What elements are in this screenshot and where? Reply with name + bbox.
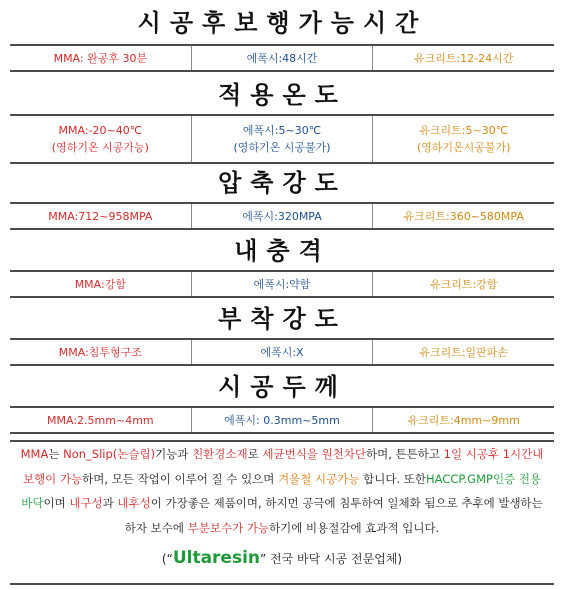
description-segment: 과	[102, 496, 118, 510]
description-segment: 하며, 튼튼하고	[366, 447, 444, 461]
row-thickness	[10, 406, 554, 434]
description-line-2	[10, 467, 554, 492]
description-segment: 내후성	[117, 496, 151, 510]
description-segment: 기능과	[155, 447, 193, 461]
description-block	[10, 440, 554, 585]
description-segment: 이 가장좋은 제품이며, 하지먼 공극에 침투하여 일체화 됨으로 추후에 발생하는	[150, 496, 543, 510]
description-segment: 친환경소재	[192, 447, 248, 461]
cell-urethane: 유크리트:4mm~9mm	[372, 408, 554, 432]
cell-epoxy: 에폭시:약함	[191, 272, 373, 296]
description-segment: 내구성	[69, 496, 103, 510]
cell-epoxy: 에폭시: 0.3mm~5mm	[191, 408, 373, 432]
cell-urethane: 유크리트:강함	[372, 272, 554, 296]
row-compressive-strength	[10, 202, 554, 230]
cell-urethane: 유크리트:12-24시간	[372, 46, 554, 70]
section-title-walk-time: 시공후보행가능시간	[137, 9, 428, 37]
section-title-thickness: 시공두께	[218, 373, 347, 401]
description-segment: 보행이 가능	[22, 471, 83, 486]
description-segment: 이며	[43, 496, 70, 510]
description-segment: Non_Slip(논슬립)	[63, 447, 156, 461]
description-line-1	[10, 442, 554, 467]
cell-epoxy: 에폭시:X	[191, 340, 373, 364]
description-segment: 하기에 비용절감에 효과적 입니다.	[269, 520, 440, 535]
cell-mma: MMA:침투형구조	[58, 345, 142, 359]
description-segment: 부분보수가 가능	[187, 520, 270, 535]
description-segment: 하자 보수에	[124, 520, 188, 535]
cell-mma: MMA: 완공후 30분	[53, 51, 148, 65]
row-impact-resistance	[10, 270, 554, 298]
cell-mma: MMA:2.5mm~4mm	[47, 413, 154, 427]
cell-epoxy: 에폭시:48시간	[191, 46, 373, 70]
description-segment: 로	[247, 447, 263, 461]
brand-name: Ultaresin	[172, 548, 261, 568]
section-title-temperature: 적용온도	[218, 81, 347, 109]
cell-epoxy: 에폭시:5~30℃ (영하기온 시공불가)	[191, 116, 373, 162]
description-segment: 1일 시공후 1시간내	[443, 447, 544, 461]
description-segment: 바닥	[21, 496, 44, 510]
brand-tagline: (“Ultaresin” 전국 바닥 시공 전문업체)	[161, 548, 403, 568]
description-segment: 는	[48, 447, 64, 461]
description-segment: 겨울철 시공가능	[278, 471, 360, 486]
description-line-4	[10, 516, 554, 541]
cell-urethane: 유크리트:5~30℃ (영하기온시공불가)	[372, 116, 554, 162]
section-title-adhesion-strength: 부착강도	[218, 305, 347, 333]
description-segment: 세균번식을 원천차단	[262, 447, 367, 461]
section-title-compressive-strength: 압축강도	[218, 169, 347, 197]
description-line-3	[10, 491, 554, 516]
description-segment: 하며, 모든 작업이 이루어 질 수 있으며	[82, 471, 279, 486]
cell-urethane: 유크리트:일판파손	[372, 340, 554, 364]
cell-epoxy: 에폭시:320MPA	[191, 204, 373, 228]
row-walk-time	[10, 44, 554, 72]
description-segment: 합니다. 또한	[359, 471, 426, 486]
cell-mma: MMA:712~958MPA	[48, 209, 153, 223]
section-title-impact-resistance: 내충격	[234, 237, 331, 265]
cell-mma: MMA:강함	[74, 277, 126, 291]
description-segment: HACCP.GMP인증 전용	[426, 471, 542, 486]
description-segment: MMA	[20, 447, 49, 461]
row-adhesion-strength	[10, 338, 554, 366]
cell-urethane: 유크리트:360~580MPA	[372, 204, 554, 228]
row-temperature	[10, 114, 554, 164]
cell-mma: MMA:-20~40℃ (영하기온 시공가능)	[51, 124, 149, 154]
